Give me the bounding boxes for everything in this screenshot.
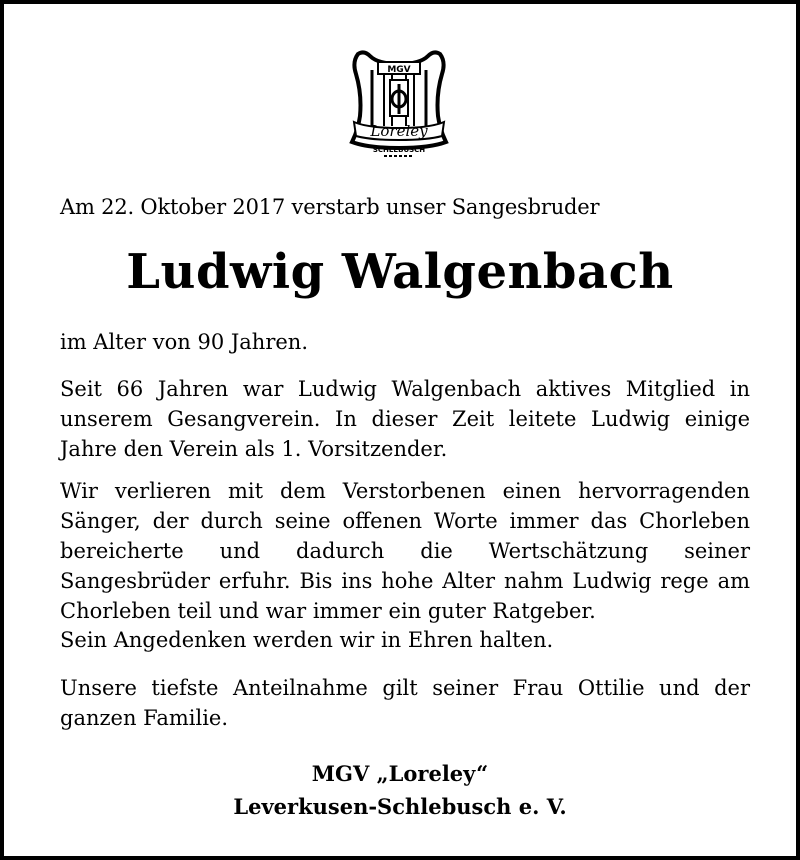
deceased-name: Ludwig Walgenbach: [126, 244, 674, 300]
paragraph-remembrance: Sein Angedenken werden wir in Ehren halten.: [60, 628, 554, 652]
intro-line: Am 22. Oktober 2017 verstarb unser Sangesbruder: [60, 195, 600, 219]
lyre-emblem-icon: [348, 44, 450, 164]
age-line: im Alter von 90 Jahren.: [60, 330, 309, 354]
choir-logo: [348, 44, 450, 164]
paragraph-tribute: Wir verlieren mit dem Verstorbenen einen hervorragenden Sänger, der durch seine offenen Worte immer das Chorleben bereicherte und dadurch die Wertschätzung seiner Sangesbrüder erfuhr. Bis ins hohe Alter nahm Ludwig rege am Chorleben teil und war immer ein guter Ratgeber.: [60, 479, 750, 623]
signature-line-2: Leverkusen-Schlebusch e. V.: [233, 794, 567, 819]
logo-top-text: MGV: [387, 65, 411, 75]
paragraph-membership: Seit 66 Jahren war Ludwig Walgenbach aktives Mitglied in unserem Gesangverein. In dieser Zeit leitete Ludwig einige Jahre den Verein als 1. Vorsitzender.: [60, 377, 750, 461]
logo-bottom-text: SCHLEBUSCH: [372, 146, 426, 154]
logo-script-text: Loreley: [370, 122, 428, 140]
paragraph-condolence: Unsere tiefste Anteilnahme gilt seiner Frau Ottilie und der ganzen Familie.: [60, 676, 750, 730]
signature-line-1: MGV „Loreley“: [311, 761, 489, 786]
